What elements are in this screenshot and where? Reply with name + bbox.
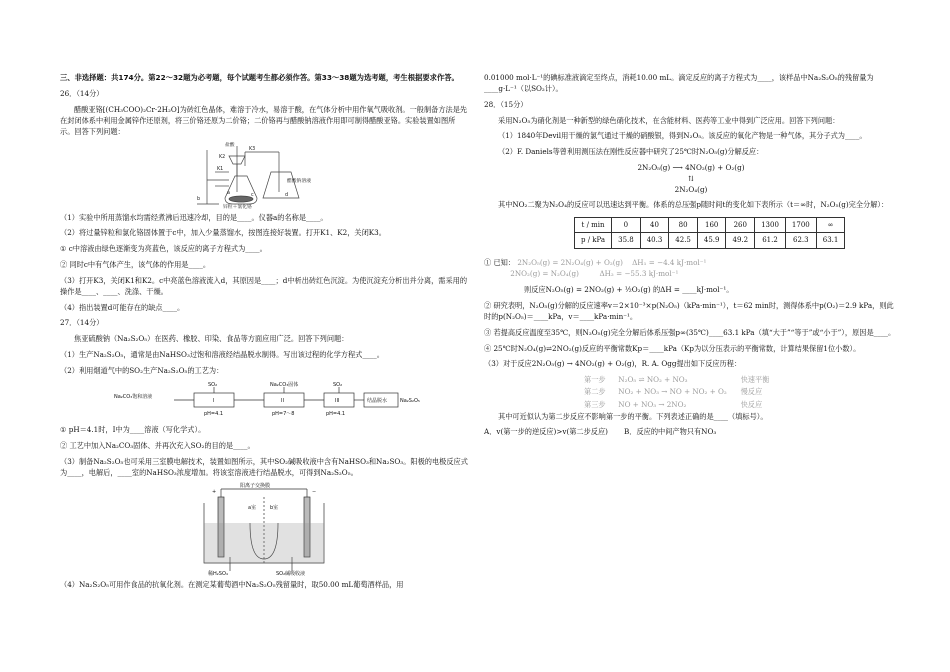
q27-p3: （3）制备Na₂S₂O₅也可采用三室膜电解技术，装置如图所示，其中SO₂碱吸收液中含有NaHSO₃和Na₂SO₃。阳极的电极反应式为____，电解后，____室的NaHSO₃浓度增加。将该室溶液进行结晶脱水，可得到Na₂S₂O₅。 (60, 456, 468, 478)
flow-box2: II (281, 398, 284, 405)
known-dh-2: ΔH₂ = −55.3 kJ·mol⁻¹ (599, 269, 679, 279)
apparatus-figure (189, 142, 339, 208)
fig-label-k2: K2 (219, 154, 226, 160)
table-cell: 40 (640, 217, 669, 233)
equation-top: 2N₂O₅(g) ⟶ 4NO₂(g) + O₂(g) (637, 162, 745, 172)
flow-ph1: pH=4.1 (204, 411, 224, 418)
q28-title: 28．（15分） (484, 99, 528, 109)
fig-label-naac: 醋酸钠溶液 (287, 178, 311, 184)
option-b: B．反应的中间产物只有NO₃ (624, 427, 717, 437)
fig-label-hcl: 盐酸 (225, 142, 235, 148)
mechanism-step: 第三步 NO + NO₃ → 2NO₂ 快反应 (584, 399, 763, 409)
q27-continued: 0.01000 mol·L⁻¹的碘标准液滴定至终点，消耗10.00 mL。滴定反应的离子方程式为____，该样品中Na₂S₂O₅的残留量为____g·L⁻¹（以SO₂计）。 (484, 73, 874, 94)
flow-final-box: 结晶脱水 (367, 398, 388, 405)
table-row (575, 217, 845, 233)
known-block (484, 257, 898, 279)
cell-minus: − (312, 488, 317, 495)
fig-label-k3: K3 (249, 146, 256, 152)
flow-add: Na₂CO₃固体 (270, 382, 299, 389)
table-cell: 40.3 (640, 233, 669, 249)
q28-part1: （1）1840年Devil用干燥的氯气通过干燥的硝酸银，得到N₂O₅。该反应的氧化产物是一种气体，其分子式为____。 (498, 131, 867, 141)
fig-label-b: b (197, 196, 201, 202)
cell-room-b: b室 (270, 504, 279, 511)
cell-right-sol: SO₂碱吸收液 (276, 570, 306, 577)
flow-so2-1: SO₂ (208, 382, 218, 389)
table-cell: 0 (612, 217, 641, 233)
q26-item-2: （2）将过量锌粒和氯化铬固体置于c中，加入少量蒸馏水，按图连接好装置。打开K1、K2，关闭K3。 (60, 228, 386, 238)
flow-ph2: pH=7～8 (272, 411, 295, 418)
flow-box1: I (213, 398, 215, 405)
mechanism-steps (584, 374, 898, 411)
known-eq-1: 2N₂O₅(g) = 2N₂O₄(g) + O₂(g) (517, 258, 623, 268)
table-cell: ∞ (816, 217, 845, 233)
equation-bottom: 2N₂O₄(g) (674, 185, 708, 195)
decomposition-equation (484, 162, 898, 195)
options-row (484, 426, 898, 437)
section-header: 三、非选择题：共174分。第22～32题为必考题，每个试题考生都必须作答。第33～38题为选考题，考生根据要求作答。 (60, 73, 459, 82)
then-dh: 则反应N₂O₅(g) = 2NO₂(g) + ½O₂(g) 的ΔH = ____kJ·mol⁻¹。 (524, 285, 734, 295)
fig-label-zinc: 锌粒＋氯化铬 (223, 204, 252, 210)
cell-room-a: a室 (248, 504, 257, 511)
known-label: ① 已知： (484, 258, 516, 268)
table-cell: 1700 (785, 217, 816, 233)
q28-s3: ③ 若提高反应温度至35℃，则N₂O₅(g)完全分解后体系压强p∞(35℃)____63.1 kPa（填“大于”“等于”或“小于”），原因是____。 (484, 327, 896, 337)
fig-label-a: a (227, 190, 230, 196)
mechanism-step: 第一步 N₂O₅ ⇌ NO₂ + NO₃ 快速平衡 (584, 375, 770, 385)
cell-plus: + (212, 488, 217, 495)
q26-intro: 醋酸亚铬[(CH₃COO)₂Cr·2H₂O]为砖红色晶体，难溶于冷水，易溶于酸，在气体分析中用作氧气吸收剂。一般制备方法是先在封闭体系中利用金属锌作还原剂，将三价铬还原为二价铬；二价铬再与醋酸钠溶液作用即可制得醋酸亚铬。实验装置如图所示。回答下列问题： (60, 104, 468, 136)
table-cell: 61.2 (755, 233, 786, 249)
flow-product: Na₂S₂O₅ (400, 398, 420, 405)
known-dh-1: ΔH₁ = −4.4 kJ·mol⁻¹ (632, 258, 707, 268)
flow-start: Na₂CO₃饱和溶液 (114, 394, 153, 401)
option-a: A．v(第一步的逆反应)>v(第二步反应) (484, 427, 608, 437)
flow-so2-2: SO₂ (333, 382, 343, 389)
q28-part3-text: 其中可近似认为第二步反应不影响第一步的平衡。下列表述正确的是____（填标号）。 (498, 411, 768, 421)
table-cell: 260 (726, 217, 755, 233)
q26-item-1: （1）实验中所用蒸馏水均需经煮沸后迅速冷却，目的是____。仪器a的名称是____。 (60, 212, 328, 222)
q26-title: 26．（14分） (60, 88, 104, 98)
table-cell: 49.2 (726, 233, 755, 249)
mechanism-step: 第二步 NO₂ + NO₃ → NO + NO₂ + O₂ 慢反应 (584, 387, 763, 397)
q28-part2: （2）F. Daniels等曾利用测压法在刚性反应器中研究了25℃时N₂O₅(g)分解反应： (498, 147, 764, 157)
q28-s4: ④ 25℃时N₂O₄(g)⇌2NO₂(g)反应的平衡常数Kp＝____kPa（Kp为以分压表示的平衡常数，计算结果保留1位小数）。 (484, 343, 861, 353)
equation-arrow: ⇅ (687, 174, 695, 184)
q27-intro: 焦亚硫酸钠（Na₂S₂O₅）在医药、橡胶、印染、食品等方面应用广泛。回答下列问题： (74, 334, 349, 344)
q27-p4: （4）Na₂S₂O₅可用作食品的抗氧化剂。在测定某葡萄酒中Na₂S₂O₅残留量时，取50.00 mL葡萄酒样品，用 (60, 579, 404, 589)
table-cell: 62.3 (785, 233, 816, 249)
table-cell: 45.9 (697, 233, 726, 249)
q27-p2: （2）利用烟道气中的SO₂生产Na₂S₂O₅的工艺为： (60, 365, 224, 375)
flow-box3: III (335, 398, 340, 405)
q28-part3: （3）对于反应2N₂O₅(g) → 4NO₂(g) + O₂(g)，R. A. Ogg提出如下反应历程： (484, 359, 742, 369)
apparatus-drawing (189, 142, 339, 208)
table-cell: 35.8 (612, 233, 641, 249)
electrolysis-figure (184, 483, 344, 575)
q28-s2: ② 研究表明，N₂O₅(g)分解的反应速率v＝2×10⁻³×p(N₂O₅)（kPa·min⁻¹），t＝62 min时，测得体系中p(O₂)＝2.9 kPa，则此时的p(N₂O₅)＝____kPa，v＝____kPa·min⁻¹。 (484, 300, 894, 322)
process-flow-diagram (114, 380, 420, 420)
right-column (484, 72, 898, 442)
q28-part2-text: 其中NO₂二聚为N₂O₄的反应可以迅速达到平衡。体系的总压强p随时间t的变化如下表所示（t＝∞时，N₂O₅(g)完全分解）： (498, 200, 889, 210)
pressure-table (574, 217, 845, 250)
flow-ph3: pH=4.1 (326, 411, 346, 418)
table-header-pressure: p / kPa (575, 233, 612, 249)
table-cell: 80 (669, 217, 698, 233)
table-row (575, 233, 845, 249)
q27-p1: （1）生产Na₂S₂O₅，通常是由NaHSO₃过饱和溶液经结晶脱水制得。写出该过程的化学方程式____。 (60, 349, 384, 359)
table-header-time: t / min (575, 217, 612, 233)
q27-title: 27．（14分） (60, 318, 104, 328)
table-cell: 1300 (755, 217, 786, 233)
left-column (60, 72, 468, 595)
table-cell: 63.1 (816, 233, 845, 249)
q26-item-4: ② 同时c中有气体产生，该气体的作用是____。 (60, 259, 211, 269)
process-flow (114, 380, 420, 420)
known-eq-2: 2NO₂(g) = N₂O₄(g) (510, 269, 579, 279)
q26-item-6: （4）指出装置d可能存在的缺点____。 (60, 302, 185, 312)
cell-membrane: 阳离子交换膜 (240, 482, 271, 489)
fig-label-d: d (285, 192, 289, 198)
table-cell: 160 (697, 217, 726, 233)
fig-label-k1: K1 (217, 166, 224, 172)
fig-label-c: c (251, 192, 254, 198)
cell-left-sol: 稀H₂SO₄ (208, 570, 228, 577)
q26-item-3: ① c中溶液由绿色逐渐变为亮蓝色，该反应的离子方程式为____。 (60, 244, 267, 254)
q28-intro: 采用N₂O₅为硝化剂是一种新型的绿色硝化技术，在含能材料、医药等工业中得到广泛应用。回答下列问题： (498, 115, 840, 125)
q27-sub1: ① pH＝4.1时，I中为____溶液（写化学式）。 (60, 425, 206, 435)
q27-sub2: ② 工艺中加入Na₂CO₃固体、并再次充入SO₂的目的是____。 (60, 441, 255, 451)
electrolysis-cell-drawing (184, 483, 344, 575)
q26-item-5: （3）打开K3，关闭K1和K2。c中亮蓝色溶液流入d，其原因是____；d中析出砖红色沉淀。为使沉淀充分析出并分离，需采用的操作是____、____、洗涤、干燥。 (60, 275, 468, 296)
table-cell: 42.5 (669, 233, 698, 249)
